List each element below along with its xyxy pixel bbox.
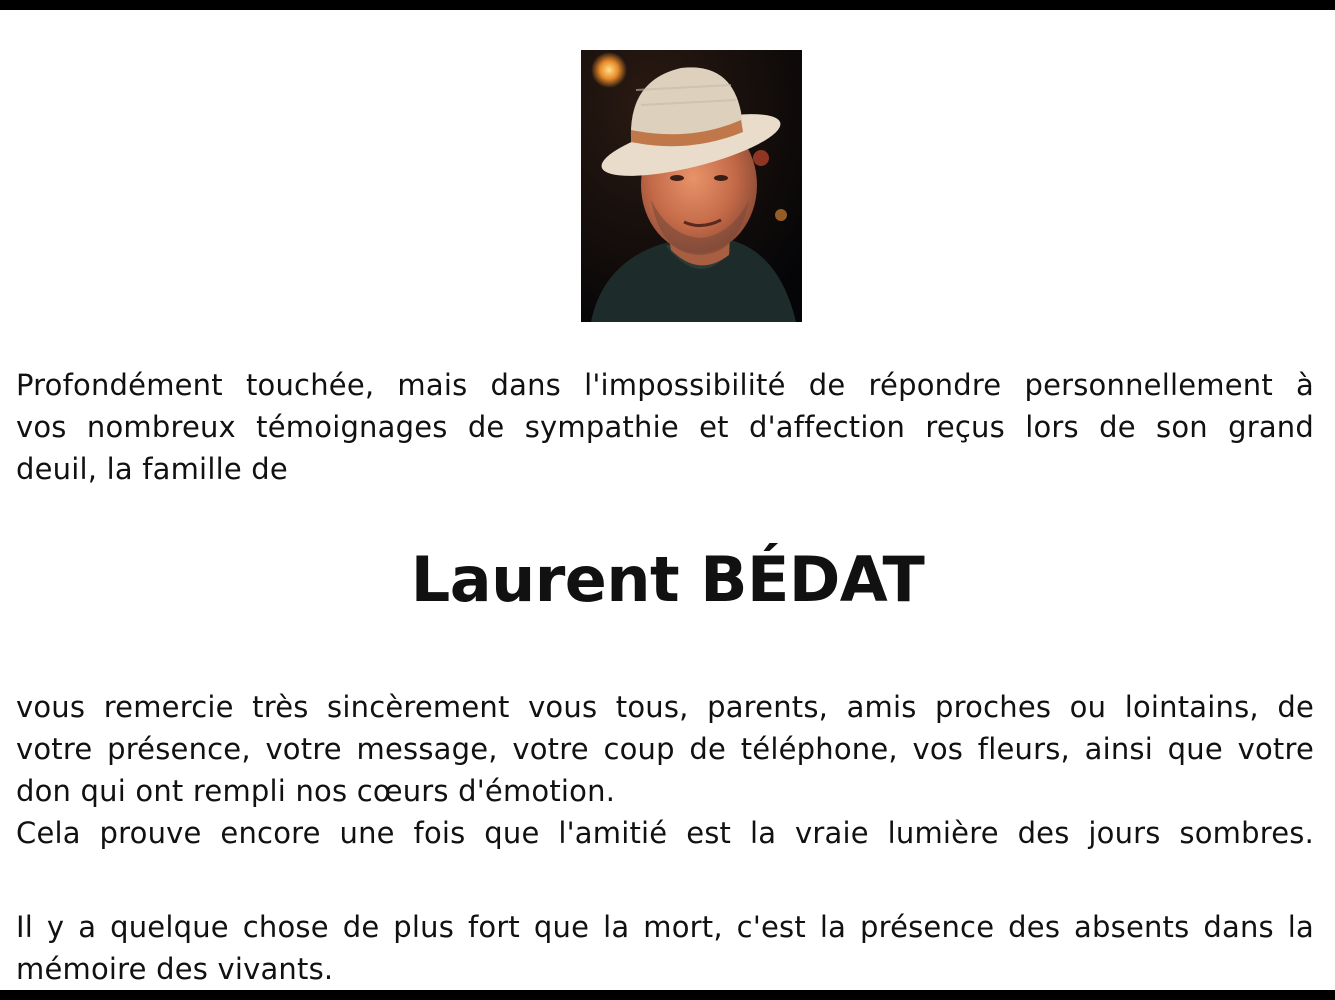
deceased-name: Laurent BÉDAT bbox=[410, 543, 925, 616]
thanks-line: Cela prouve encore une fois que l'amitié est la vraie lumière des jours sombres. bbox=[16, 816, 1314, 850]
intro-paragraph bbox=[16, 364, 1314, 490]
intro-line: vos nombreux témoignages de sympathie et d'affection reçus lors de son grand bbox=[16, 410, 1314, 444]
thanks-line: don qui ont rempli nos cœurs d'émotion. bbox=[16, 774, 616, 808]
quote-line: mémoire des vivants. bbox=[16, 952, 334, 986]
intro-line: deuil, la famille de bbox=[16, 452, 288, 486]
portrait-illustration bbox=[581, 50, 802, 322]
thanks-line: votre présence, votre message, votre coup de téléphone, vos fleurs, ainsi que votre bbox=[16, 732, 1314, 766]
intro-line: Profondément touchée, mais dans l'impossibilité de répondre personnellement à bbox=[16, 368, 1314, 402]
quote-paragraph bbox=[16, 906, 1314, 990]
quote-line: Il y a quelque chose de plus fort que la mort, c'est la présence des absents dans la bbox=[16, 910, 1314, 944]
thanks-line: vous remercie très sincèrement vous tous, parents, amis proches ou lointains, de bbox=[16, 690, 1314, 724]
thanks-paragraph bbox=[16, 686, 1314, 854]
portrait-photo bbox=[581, 50, 802, 322]
